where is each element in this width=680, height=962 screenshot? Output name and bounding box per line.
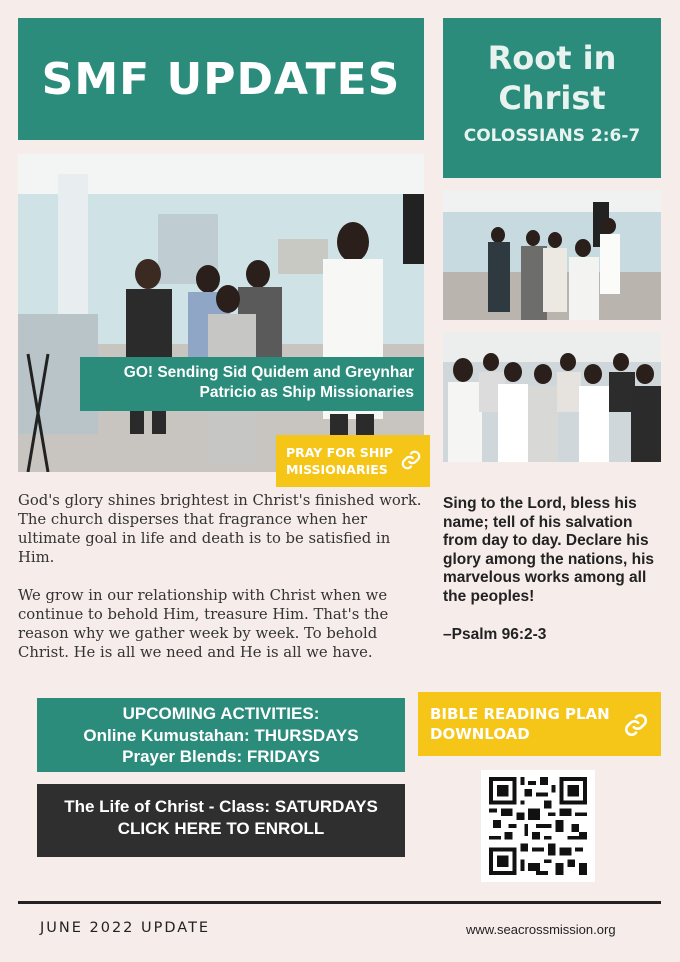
- psalm-quote: [443, 495, 663, 645]
- footer-divider: [18, 901, 661, 904]
- psalm-text: Sing to the Lord, bless his name; tell of his salvation from day to day. Declare his glory among the nations, his marvelous works among all the peoples!: [443, 495, 654, 605]
- bible-reading-plan-button[interactable]: [418, 692, 661, 756]
- pray-button-line-1: PRAY FOR SHIP: [286, 445, 394, 460]
- enroll-line-2: CLICK HERE TO ENROLL: [117, 819, 325, 838]
- photo-caption: [80, 357, 424, 411]
- worship-photo-image: [443, 190, 661, 320]
- caption-line-2: Patricio as Ship Missionaries: [199, 384, 414, 401]
- footer-date: JUNE 2022 UPDATE: [40, 920, 211, 936]
- pray-for-missionaries-button[interactable]: [276, 435, 430, 487]
- link-icon: [400, 449, 422, 475]
- theme-reference: COLOSSIANS 2:6-7: [463, 126, 641, 146]
- bible-button-line-2: DOWNLOAD: [430, 725, 530, 743]
- article-paragraph-1: God's glory shines brightest in Christ's finished work. The church disperses that fragrance when her ultimate goal in life and death is to be satisfied in Him.: [18, 492, 422, 566]
- qr-code[interactable]: [481, 770, 595, 882]
- article-paragraph-2: We grow in our relationship with Christ when we continue to behold Him, treasure Him. That's the reason why we gather week by week. To behold Christ. He is all we need and He is all we have.: [18, 587, 389, 661]
- enroll-line-1: The Life of Christ - Class: SATURDAYS: [64, 797, 378, 816]
- link-icon: [623, 712, 649, 743]
- caption-line-1: GO! Sending Sid Quidem and Greynhar: [123, 364, 414, 381]
- main-photo: [18, 154, 424, 472]
- upcoming-heading: UPCOMING ACTIVITIES:: [122, 704, 320, 723]
- side-photo-group: [443, 332, 661, 462]
- upcoming-item-2: Prayer Blends: FRIDAYS: [122, 747, 320, 766]
- theme-line-1: Root in: [487, 39, 617, 77]
- footer-website-link[interactable]: www.seacrossmission.org: [466, 922, 616, 937]
- title-banner: [18, 18, 424, 140]
- psalm-reference: –Psalm 96:2-3: [443, 626, 547, 643]
- article-text: [18, 491, 428, 681]
- page-title: SMF UPDATES: [41, 53, 401, 105]
- group-photo-image: [443, 332, 661, 462]
- side-photo-worship: [443, 190, 661, 320]
- enroll-button[interactable]: [37, 784, 405, 857]
- theme-line-2: Christ: [498, 79, 606, 117]
- upcoming-item-1: Online Kumustahan: THURSDAYS: [83, 725, 359, 745]
- bible-button-line-1: BIBLE READING PLAN: [430, 705, 610, 723]
- pray-button-line-2: MISSIONARIES: [286, 462, 388, 477]
- upcoming-activities-box: [37, 698, 405, 772]
- qr-code-icon: [488, 777, 588, 875]
- theme-box: [443, 18, 661, 178]
- prayer-photo-image: [18, 154, 424, 472]
